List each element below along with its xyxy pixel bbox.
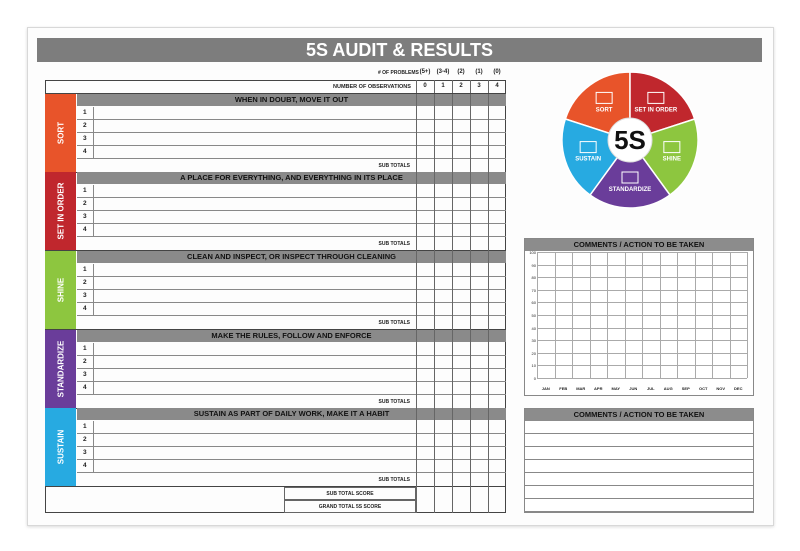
chart-y-tick: 10 [531, 363, 536, 369]
score-column-line [416, 80, 417, 513]
section-separator [45, 486, 506, 487]
row-divider [93, 185, 94, 197]
audit-row[interactable] [77, 447, 506, 460]
row-divider [93, 107, 94, 119]
chart-y-tick: 90 [531, 262, 536, 268]
audit-row[interactable] [77, 434, 506, 447]
audit-row[interactable] [77, 343, 506, 356]
audit-row[interactable] [77, 460, 506, 473]
audit-row[interactable] [77, 264, 506, 277]
chart-month-label: APR [594, 386, 603, 391]
chart-y-tick: 100 [529, 250, 536, 255]
row-number: 3 [83, 213, 87, 220]
sub-totals-label: SUB TOTALS [378, 163, 410, 169]
row-number: 1 [83, 109, 87, 116]
row-divider [93, 277, 94, 289]
audit-row[interactable] [77, 107, 506, 120]
chart-gridline-v [590, 252, 591, 378]
chart-y-tick: 30 [531, 338, 536, 344]
header-separator [45, 93, 506, 94]
chart-month-label: FEB [559, 386, 568, 391]
chart-gridline-v [642, 252, 643, 378]
chart-month-label: JAN [541, 386, 550, 391]
row-number: 1 [83, 423, 87, 430]
row-number: 4 [83, 305, 87, 312]
sub-total-score-label: SUB TOTAL SCORE [284, 487, 416, 500]
audit-row[interactable] [77, 356, 506, 369]
audit-row[interactable] [77, 224, 506, 237]
row-number: 3 [83, 449, 87, 456]
chart-gridline-v [537, 252, 538, 378]
wheel-center-label: 5S [614, 125, 646, 155]
row-divider [93, 460, 94, 472]
section-tab-set-in-order [45, 172, 76, 250]
section-heading: MAKE THE RULES, FOLLOW AND ENFORCE [77, 330, 506, 342]
chart-y-tick: 40 [531, 325, 536, 331]
sub-totals-label: SUB TOTALS [378, 241, 410, 247]
comment-line[interactable] [524, 511, 754, 512]
row-divider [93, 224, 94, 236]
row-number: 4 [83, 226, 87, 233]
grand-total-score-label: GRAND TOTAL 5S SCORE [284, 500, 416, 513]
chart-y-tick: 20 [531, 350, 536, 356]
row-number: 4 [83, 148, 87, 155]
row-number: 1 [83, 266, 87, 273]
comment-line[interactable] [524, 433, 754, 434]
audit-row[interactable] [77, 290, 506, 303]
wheel-segment-label: SORT [595, 107, 613, 114]
section-heading: CLEAN AND INSPECT, OR INSPECT THROUGH CLEANING [77, 251, 506, 263]
audit-row[interactable] [77, 277, 506, 290]
comment-line[interactable] [524, 459, 754, 460]
audit-row[interactable] [77, 369, 506, 382]
row-divider [93, 382, 94, 394]
audit-row[interactable] [77, 421, 506, 434]
chart-gridline-v [747, 252, 748, 378]
section-tab-shine [45, 251, 76, 329]
chart-gridline-v [607, 252, 608, 378]
comment-line[interactable] [524, 472, 754, 473]
chart-month-label: AUG [663, 386, 673, 391]
audit-row[interactable] [77, 146, 506, 159]
sub-totals-label: SUB TOTALS [378, 399, 410, 405]
comment-line[interactable] [524, 446, 754, 447]
audit-row[interactable] [77, 303, 506, 316]
row-number: 1 [83, 345, 87, 352]
score-column-line [470, 80, 471, 513]
row-divider [93, 133, 94, 145]
row-number: 2 [83, 200, 87, 207]
row-number: 2 [83, 436, 87, 443]
chart-y-tick: 70 [531, 287, 536, 293]
audit-row[interactable] [77, 185, 506, 198]
section-heading: WHEN IN DOUBT, MOVE IT OUT [77, 94, 506, 106]
chart-y-tick: 80 [531, 275, 536, 281]
audit-row[interactable] [77, 382, 506, 395]
chart-y-tick: 0 [533, 376, 536, 381]
problem-range-1: (3-4) [436, 69, 450, 75]
audit-row[interactable] [77, 133, 506, 146]
wheel-segment-label: SHINE [662, 156, 682, 163]
score-column-line [434, 80, 435, 513]
sub-totals-label: SUB TOTALS [378, 320, 410, 326]
problem-range-3: (1) [475, 69, 483, 75]
row-number: 3 [83, 371, 87, 378]
row-divider [93, 343, 94, 355]
audit-row[interactable] [77, 120, 506, 133]
section-label: SORT [56, 121, 65, 145]
row-number: 2 [83, 279, 87, 286]
comment-line[interactable] [524, 485, 754, 486]
sub-totals-label: SUB TOTALS [378, 477, 410, 483]
score-header-2: 2 [459, 83, 463, 89]
row-divider [93, 290, 94, 302]
section-label: STANDARDIZE [56, 340, 65, 398]
row-divider [93, 264, 94, 276]
chart-month-label: NOV [716, 386, 726, 391]
row-divider [93, 146, 94, 158]
comments-heading-2: COMMENTS / ACTION TO BE TAKEN [525, 409, 753, 421]
row-divider [93, 421, 94, 433]
row-divider [93, 211, 94, 223]
row-divider [93, 434, 94, 446]
observations-label: NUMBER OF OBSERVATIONS [333, 84, 411, 90]
comments-panel-chart [524, 238, 754, 396]
section-label: SUSTAIN [56, 429, 65, 465]
5s-wheel [560, 70, 700, 210]
chart-gridline-v [555, 252, 556, 378]
wheel-segment-label: SET IN ORDER [634, 107, 678, 114]
chart-gridline-v [695, 252, 696, 378]
score-header-0: 0 [423, 83, 427, 89]
score-header-3: 3 [477, 83, 481, 89]
score-header-1: 1 [441, 83, 445, 89]
chart-month-label: JUN [629, 386, 638, 391]
row-number: 4 [83, 462, 87, 469]
problem-range-4: (0) [493, 69, 501, 75]
section-label: SET IN ORDER [56, 182, 65, 240]
section-heading: SUSTAIN AS PART OF DAILY WORK, MAKE IT A HABIT [77, 408, 506, 420]
chart-month-label: MAR [576, 386, 586, 391]
comment-line[interactable] [524, 498, 754, 499]
row-number: 3 [83, 292, 87, 299]
wheel-segment-label: SUSTAIN [575, 156, 602, 163]
row-divider [93, 369, 94, 381]
chart-y-tick: 60 [531, 300, 536, 306]
chart-gridline-v [625, 252, 626, 378]
chart-month-label: SEP [681, 386, 690, 391]
score-column-line [452, 80, 453, 513]
chart-gridline-v [730, 252, 731, 378]
chart-gridline-v [677, 252, 678, 378]
chart-month-label: MAY [611, 386, 621, 391]
comments-heading-1: COMMENTS / ACTION TO BE TAKEN [525, 239, 753, 251]
section-tab-sort [45, 94, 76, 172]
wheel-segment-label: STANDARDIZE [608, 187, 652, 193]
section-label: SHINE [56, 277, 65, 303]
chart-month-label: OCT [699, 386, 708, 391]
row-divider [93, 303, 94, 315]
problem-range-2: (2) [457, 69, 465, 75]
row-number: 4 [83, 384, 87, 391]
row-divider [93, 447, 94, 459]
chart-gridline-v [712, 252, 713, 378]
row-divider [93, 120, 94, 132]
chart-gridline-v [572, 252, 573, 378]
section-heading: A PLACE FOR EVERYTHING, AND EVERYTHING IN ITS PLACE [77, 172, 506, 184]
problems-label: # OF PROBLEMS [378, 70, 419, 76]
row-number: 2 [83, 122, 87, 129]
row-divider [93, 356, 94, 368]
page-title: 5S AUDIT & RESULTS [37, 38, 762, 62]
row-number: 1 [83, 187, 87, 194]
audit-row[interactable] [77, 211, 506, 224]
row-number: 2 [83, 358, 87, 365]
section-tab-standardize [45, 330, 76, 408]
chart-month-label: JUL [646, 386, 655, 391]
problem-range-0: (5+) [419, 69, 431, 75]
section-tab-sustain [45, 408, 76, 486]
chart-month-label: DEC [734, 386, 743, 391]
chart-gridline-h [537, 378, 747, 379]
score-column-line [488, 80, 489, 513]
score-header-4: 4 [495, 83, 499, 89]
chart-y-tick: 50 [531, 313, 536, 318]
row-number: 3 [83, 135, 87, 142]
row-divider [93, 198, 94, 210]
audit-row[interactable] [77, 198, 506, 211]
chart-gridline-v [660, 252, 661, 378]
